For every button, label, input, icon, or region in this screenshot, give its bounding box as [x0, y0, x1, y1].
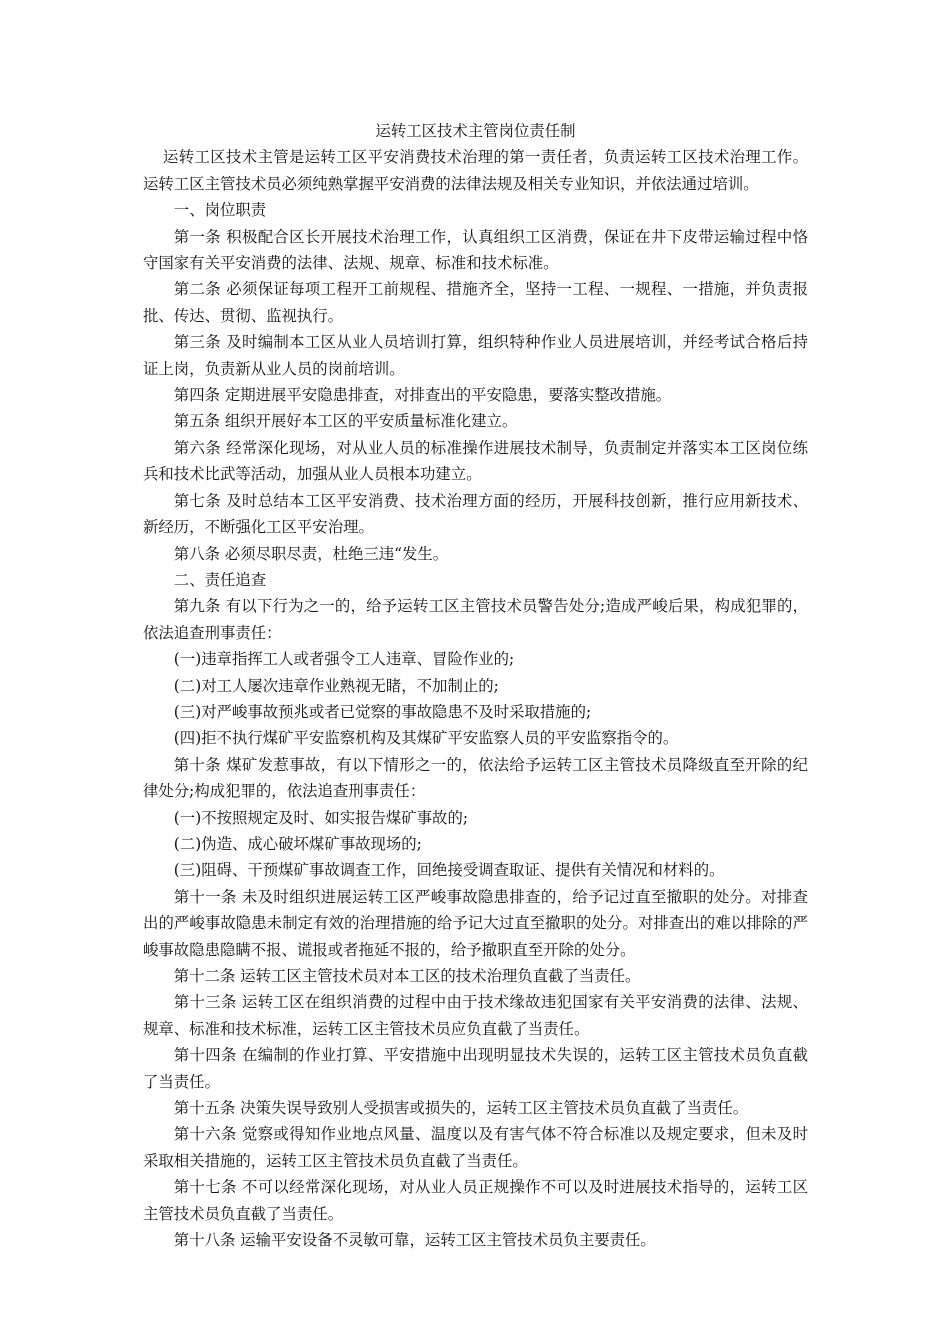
article-10-item-3: (三)阻碍、干预煤矿事故调查工作，回绝接受调查取证、提供有关情况和材料的。	[173, 861, 725, 880]
article-11: 第十一条 未及时组织进展运转工区严峻事故隐患排查的，给予记过直至撤职的处分。对排查出的严峻事故隐患未制定有效的治理措施的给予记大过直至撤职的处分。对排查出的难以排除的严峻事故隐患隐瞒不报、谎报或者拖延不报的，给予撤职直至开除的处分。	[143, 887, 808, 959]
article-10-item-2: (二)伪造、成心破坏煤矿事故现场的;	[173, 834, 422, 853]
article-7: 第七条 及时总结本工区平安消费、技术治理方面的经历，开展科技创新，推行应用新技术、新经历，不断强化工区平安治理。	[143, 491, 808, 537]
article-5: 第五条 组织开展好本工区的平安质量标准化建立。	[173, 412, 518, 431]
article-9-item-1: (一)违章指挥工人或者强令工人违章、冒险作业的;	[173, 650, 515, 669]
article-8: 第八条 必须尽职尽责，杜绝三违“发生。	[173, 544, 449, 563]
section-heading-accountability: 二、责任追查	[173, 570, 267, 589]
intro-paragraph: 运转工区技术主管是运转工区平安消费技术治理的第一责任者，负责运转工区技术治理工作。运转工区主管技术员必须纯熟掌握平安消费的法律法规及相关专业知识，并依法通过培训。	[143, 148, 808, 193]
article-9-item-2: (二)对工人屡次违章作业熟视无睹，不加制止的;	[173, 676, 499, 695]
article-3: 第三条 及时编制本工区从业人员培训打算，组织特种作业人员进展培训，并经考试合格后持证上岗，负责新从业人员的岗前培训。	[143, 333, 808, 378]
article-13: 第十三条 运转工区在组织消费的过程中由于技术缘故违犯国家有关平安消费的法律、法规、规章、标准和技术标准，运转工区主管技术员应负直截了当责任。	[143, 993, 808, 1038]
article-15: 第十五条 决策失误导致别人受损害或损失的，运转工区主管技术员负直截了当责任。	[173, 1099, 749, 1118]
article-16: 第十六条 觉察或得知作业地点风量、温度以及有害气体不符合标准以及规定要求，但未及时采取相关措施的，运转工区主管技术员负直截了当责任。	[143, 1125, 808, 1170]
article-17: 第十七条 不可以经常深化现场，对从业人员正规操作不可以及时进展技术指导的，运转工区主管技术员负直截了当责任。	[143, 1178, 808, 1223]
document-title: 运转工区技术主管岗位责任制	[375, 122, 576, 140]
article-12: 第十二条 运转工区主管技术员对本工区的技术治理负直截了当责任。	[173, 967, 641, 985]
article-18: 第十八条 运输平安设备不灵敏可靠，运转工区主管技术员负主要责任。	[173, 1231, 656, 1250]
article-4: 第四条 定期进展平安隐患排查，对排查出的平安隐患，要落实整改措施。	[173, 386, 672, 405]
article-9-item-3: (三)对严峻事故预兆或者已觉察的事故隐患不及时采取措施的;	[173, 702, 592, 721]
article-9-item-4: (四)拒不执行煤矿平安监察机构及其煤矿平安监察人员的平安监察指令的。	[173, 729, 679, 748]
article-2: 第二条 必须保证每项工程开工前规程、措施齐全，坚持一工程、一规程、一措施，并负责报批、传达、贯彻、监视执行。	[143, 280, 808, 325]
section-heading-duties: 一、岗位职责	[173, 201, 267, 220]
article-14: 第十四条 在编制的作业打算、平安措施中出现明显技术失误的，运转工区主管技术员负直截了当责任。	[143, 1046, 808, 1091]
article-6: 第六条 经常深化现场，对从业人员的标准操作进展技术制导，负责制定并落实本工区岗位练兵和技术比武等活动，加强从业人员根本功建立。	[143, 438, 808, 484]
article-10: 第十条 煤矿发惹事故，有以下情形之一的，依法给予运转工区主管技术员降级直至开除的纪律处分;构成犯罪的，依法追查刑事责任：	[143, 755, 808, 801]
article-9: 第九条 有以下行为之一的，给予运转工区主管技术员警告处分;造成严峻后果，构成犯罪的，依法追查刑事责任：	[143, 597, 808, 642]
article-1: 第一条 积极配合区长开展技术治理工作，认真组织工区消费，保证在井下皮带运输过程中恪守国家有关平安消费的法律、法规、规章、标准和技术标准。	[143, 227, 808, 273]
article-10-item-1: (一)不按照规定及时、如实报告煤矿事故的;	[173, 808, 469, 827]
document-page	[143, 118, 808, 1253]
